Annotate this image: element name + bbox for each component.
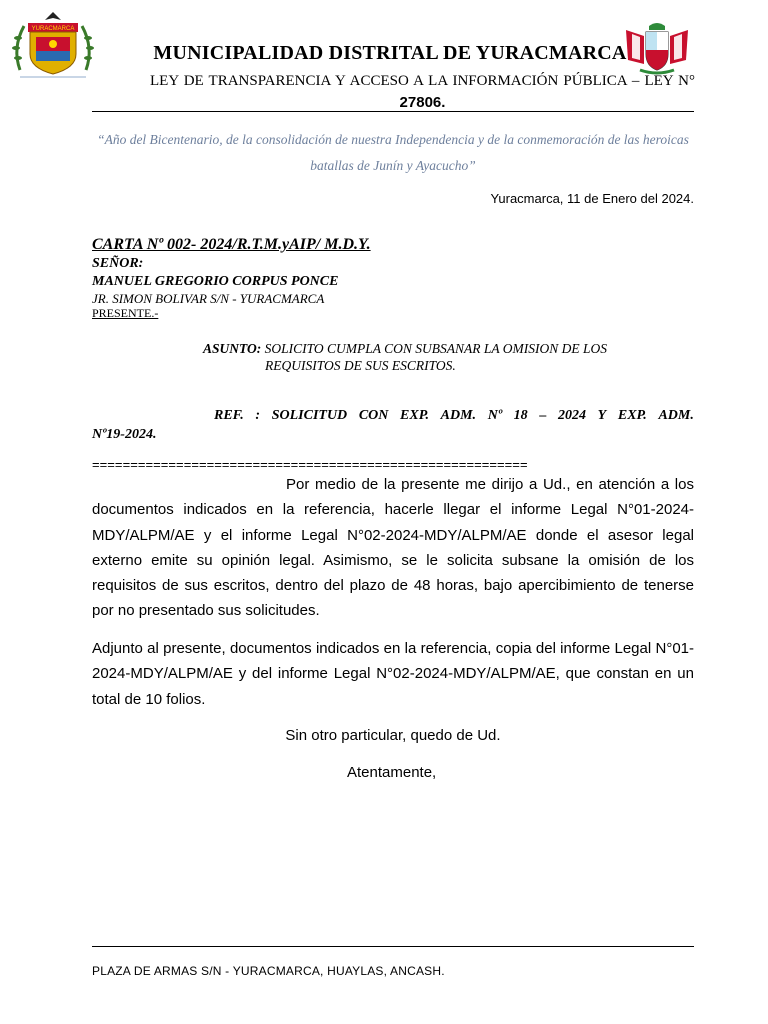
reference-line-1 — [92, 406, 694, 425]
ref-word: ADM. — [440, 408, 477, 423]
subject-label: ASUNTO: — [203, 341, 262, 356]
ref-word: EXP. — [400, 408, 429, 423]
svg-text:YURACMARCA: YURACMARCA — [31, 26, 75, 32]
presente-label: PRESENTE.- — [92, 306, 159, 320]
date-line: Yuracmarca, 11 de Enero del 2024. — [490, 191, 694, 206]
letter-reference-code: CARTA Nº 002- 2024/R.T.M.yAIP/ M.D.Y. — [92, 236, 371, 253]
ref-colon: : — [255, 408, 261, 423]
separator-line: ========================================================= — [92, 457, 528, 472]
ref-word: 2024 — [557, 408, 586, 423]
law-subtitle-text: LEY DE TRANSPARENCIA Y ACCESO A LA INFORMACIÓN PÚBLICA – LEY N° — [150, 73, 695, 89]
subject-line-2: REQUISITOS DE SUS ESCRITOS. — [265, 358, 456, 373]
recipient-address: JR. SIMON BOLIVAR S/N - YURACMARCA — [92, 291, 325, 306]
reference-line-2: Nº19-2024. — [92, 427, 157, 442]
ref-word: SOLICITUD — [271, 408, 348, 423]
header-divider — [92, 111, 694, 112]
closing-line: Sin otro particular, quedo de Ud. — [285, 727, 501, 744]
reference-block — [92, 406, 694, 444]
footer-address: PLAZA DE ARMAS S/N - YURACMARCA, HUAYLAS, ANCASH. — [92, 964, 445, 978]
subject-line-1: SOLICITO CUMPLA CON SUBSANAR LA OMISION DE LOS — [264, 341, 608, 356]
ref-word: 18 — [513, 408, 528, 423]
salutation: SEÑOR: — [92, 256, 144, 271]
ref-word: – — [539, 408, 547, 423]
ref-word: Y — [597, 408, 607, 423]
body-paragraph-2: Adjunto al presente, documentos indicados en la referencia, copia del informe Legal N°01-2024-MDY/ALPM/AE y del informe Legal N°02-2024-MDY/ALPM/AE, que constan en un total de 10 folios. — [92, 640, 694, 708]
ref-word: Nº — [487, 408, 503, 423]
official-year-motto: “Año del Bicentenario, de la consolidación de nuestra Independencia y de la conmemoración de las heroicas batallas de Junín y Ayacucho” — [97, 132, 689, 173]
ref-label: REF. — [214, 408, 244, 423]
ref-word: EXP. — [617, 408, 647, 423]
sign-off: Atentamente, — [347, 764, 437, 781]
body-paragraph-1: Por medio de la presente me dirijo a Ud., en atención a los documentos indicados en la referencia, hacerle llegar el informe Legal N°01-2024-MDY/ALPM/AE y el informe Legal N°02-2024-MDY/ALPM/AE donde el asesor legal externo emite su opinión legal. Asimismo, se le solicita subsane la omisión de los requisitos de sus escritos, dentro del plazo de 48 horas, bajo apercibimiento de tenerse por no presentado sus solicitudes. — [92, 476, 694, 620]
municipality-title: MUNICIPALIDAD DISTRITAL DE YURACMARCA — [153, 42, 627, 64]
law-number: 27806. — [399, 94, 446, 111]
law-subtitle — [150, 71, 695, 114]
ref-word: ADM. — [658, 408, 694, 423]
recipient-name: MANUEL GREGORIO CORPUS PONCE — [92, 274, 339, 289]
subject-block — [203, 340, 683, 374]
footer-divider — [92, 946, 694, 947]
ref-word: CON — [358, 408, 389, 423]
